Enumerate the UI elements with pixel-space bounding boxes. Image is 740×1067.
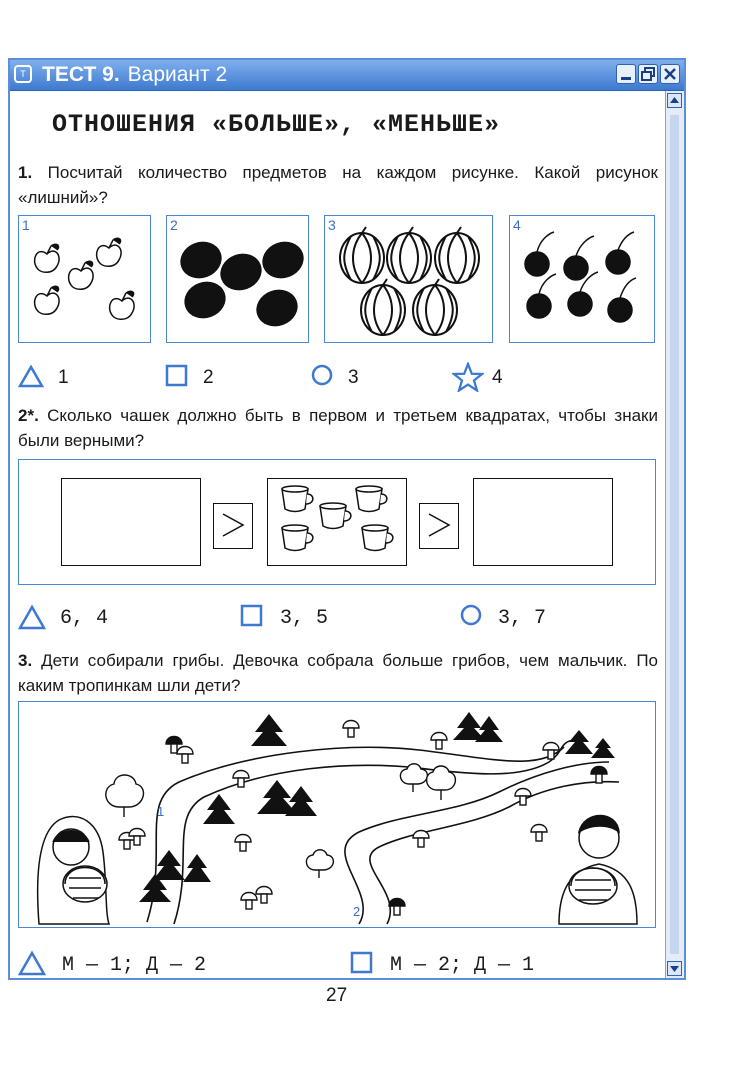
path-label-1: 1 (157, 804, 165, 819)
empty-square-right (473, 478, 613, 566)
star-icon[interactable] (452, 362, 484, 392)
plums-icon (167, 216, 307, 341)
square-icon[interactable] (240, 604, 264, 628)
forest-scene (18, 701, 656, 928)
greater-sign-box-2 (419, 503, 459, 549)
question-3-text: Дети собирали грибы. Девочка собрала больше грибов, чем мальчик. По каким тропинкам шли дети? (18, 651, 658, 695)
variant-label: Вариант 2 (127, 63, 228, 86)
page-number: 27 (326, 985, 348, 1006)
question-2 (18, 403, 658, 453)
question-1-number: 1. (18, 163, 33, 182)
question-3 (18, 648, 658, 698)
cherries-icon (510, 216, 653, 341)
minimize-icon (617, 65, 635, 83)
q1-option-4-label: 4 (492, 367, 503, 388)
arrow-up-icon (668, 94, 681, 107)
q3-option-2-label: М — 2; Д — 1 (390, 954, 535, 977)
arrow-down-icon (668, 962, 681, 975)
triangle-icon[interactable] (18, 364, 44, 388)
boy-picture (559, 816, 637, 925)
test-label: ТЕСТ 9. (42, 63, 120, 86)
cups-square (267, 478, 407, 566)
vertical-scrollbar[interactable] (665, 91, 684, 978)
greater-sign-box-1 (213, 503, 253, 549)
square-icon[interactable] (165, 364, 189, 388)
restore-icon (639, 65, 657, 83)
circle-icon[interactable] (460, 604, 484, 628)
scroll-track[interactable] (670, 115, 679, 954)
empty-square-left (61, 478, 201, 566)
q1-option-2-label: 2 (203, 367, 214, 388)
comparison-panel (18, 459, 656, 585)
path-label-2: 2 (353, 904, 361, 919)
picture-2 (166, 215, 309, 343)
circle-icon[interactable] (311, 364, 335, 388)
picture-3-label: 3 (328, 217, 336, 233)
leafy-trees (106, 764, 456, 878)
question-3-number: 3. (18, 651, 33, 670)
scroll-down-button[interactable] (667, 961, 682, 976)
question-2-number: 2*. (18, 406, 39, 425)
q2-option-3-label: 3, 7 (498, 607, 547, 630)
greater-than-icon (420, 504, 457, 547)
picture-4 (509, 215, 655, 343)
picture-1 (18, 215, 151, 343)
picture-3 (324, 215, 493, 343)
title-bar (10, 60, 684, 91)
cups-icon (268, 479, 405, 564)
scroll-up-button[interactable] (667, 93, 682, 108)
apples-icon (19, 216, 149, 341)
restore-button[interactable] (638, 64, 658, 84)
window-title (42, 63, 227, 87)
triangle-icon[interactable] (18, 950, 46, 976)
q2-option-2-label: 3, 5 (280, 607, 329, 630)
picture-1-label: 1 (22, 217, 30, 233)
triangle-icon[interactable] (18, 604, 46, 630)
question-2-text: Сколько чашек должно быть в первом и третьем квадратах, чтобы знаки были верными? (18, 406, 658, 450)
watermelons-icon (325, 216, 491, 341)
greater-than-icon (214, 504, 251, 547)
girl-picture (38, 817, 109, 924)
forest-paths-picture (19, 702, 654, 926)
q1-option-3-label: 3 (348, 367, 359, 388)
q1-option-1-label: 1 (58, 367, 69, 388)
q3-option-1-label: М — 1; Д — 2 (62, 954, 207, 977)
document-icon: T (14, 65, 32, 83)
square-icon[interactable] (350, 951, 374, 975)
mushrooms (119, 721, 607, 916)
page-heading: ОТНОШЕНИЯ «БОЛЬШЕ», «МЕНЬШЕ» (52, 110, 501, 139)
picture-2-label: 2 (170, 217, 178, 233)
minimize-button[interactable] (616, 64, 636, 84)
picture-4-label: 4 (513, 217, 521, 233)
fir-trees (139, 712, 615, 902)
close-icon (661, 65, 679, 83)
question-1-text: Посчитай количество предметов на каждом рисунке. Какой рисунок «лишний»? (18, 163, 658, 207)
q2-option-1-label: 6, 4 (60, 607, 109, 630)
question-1 (18, 160, 658, 210)
close-button[interactable] (660, 64, 680, 84)
